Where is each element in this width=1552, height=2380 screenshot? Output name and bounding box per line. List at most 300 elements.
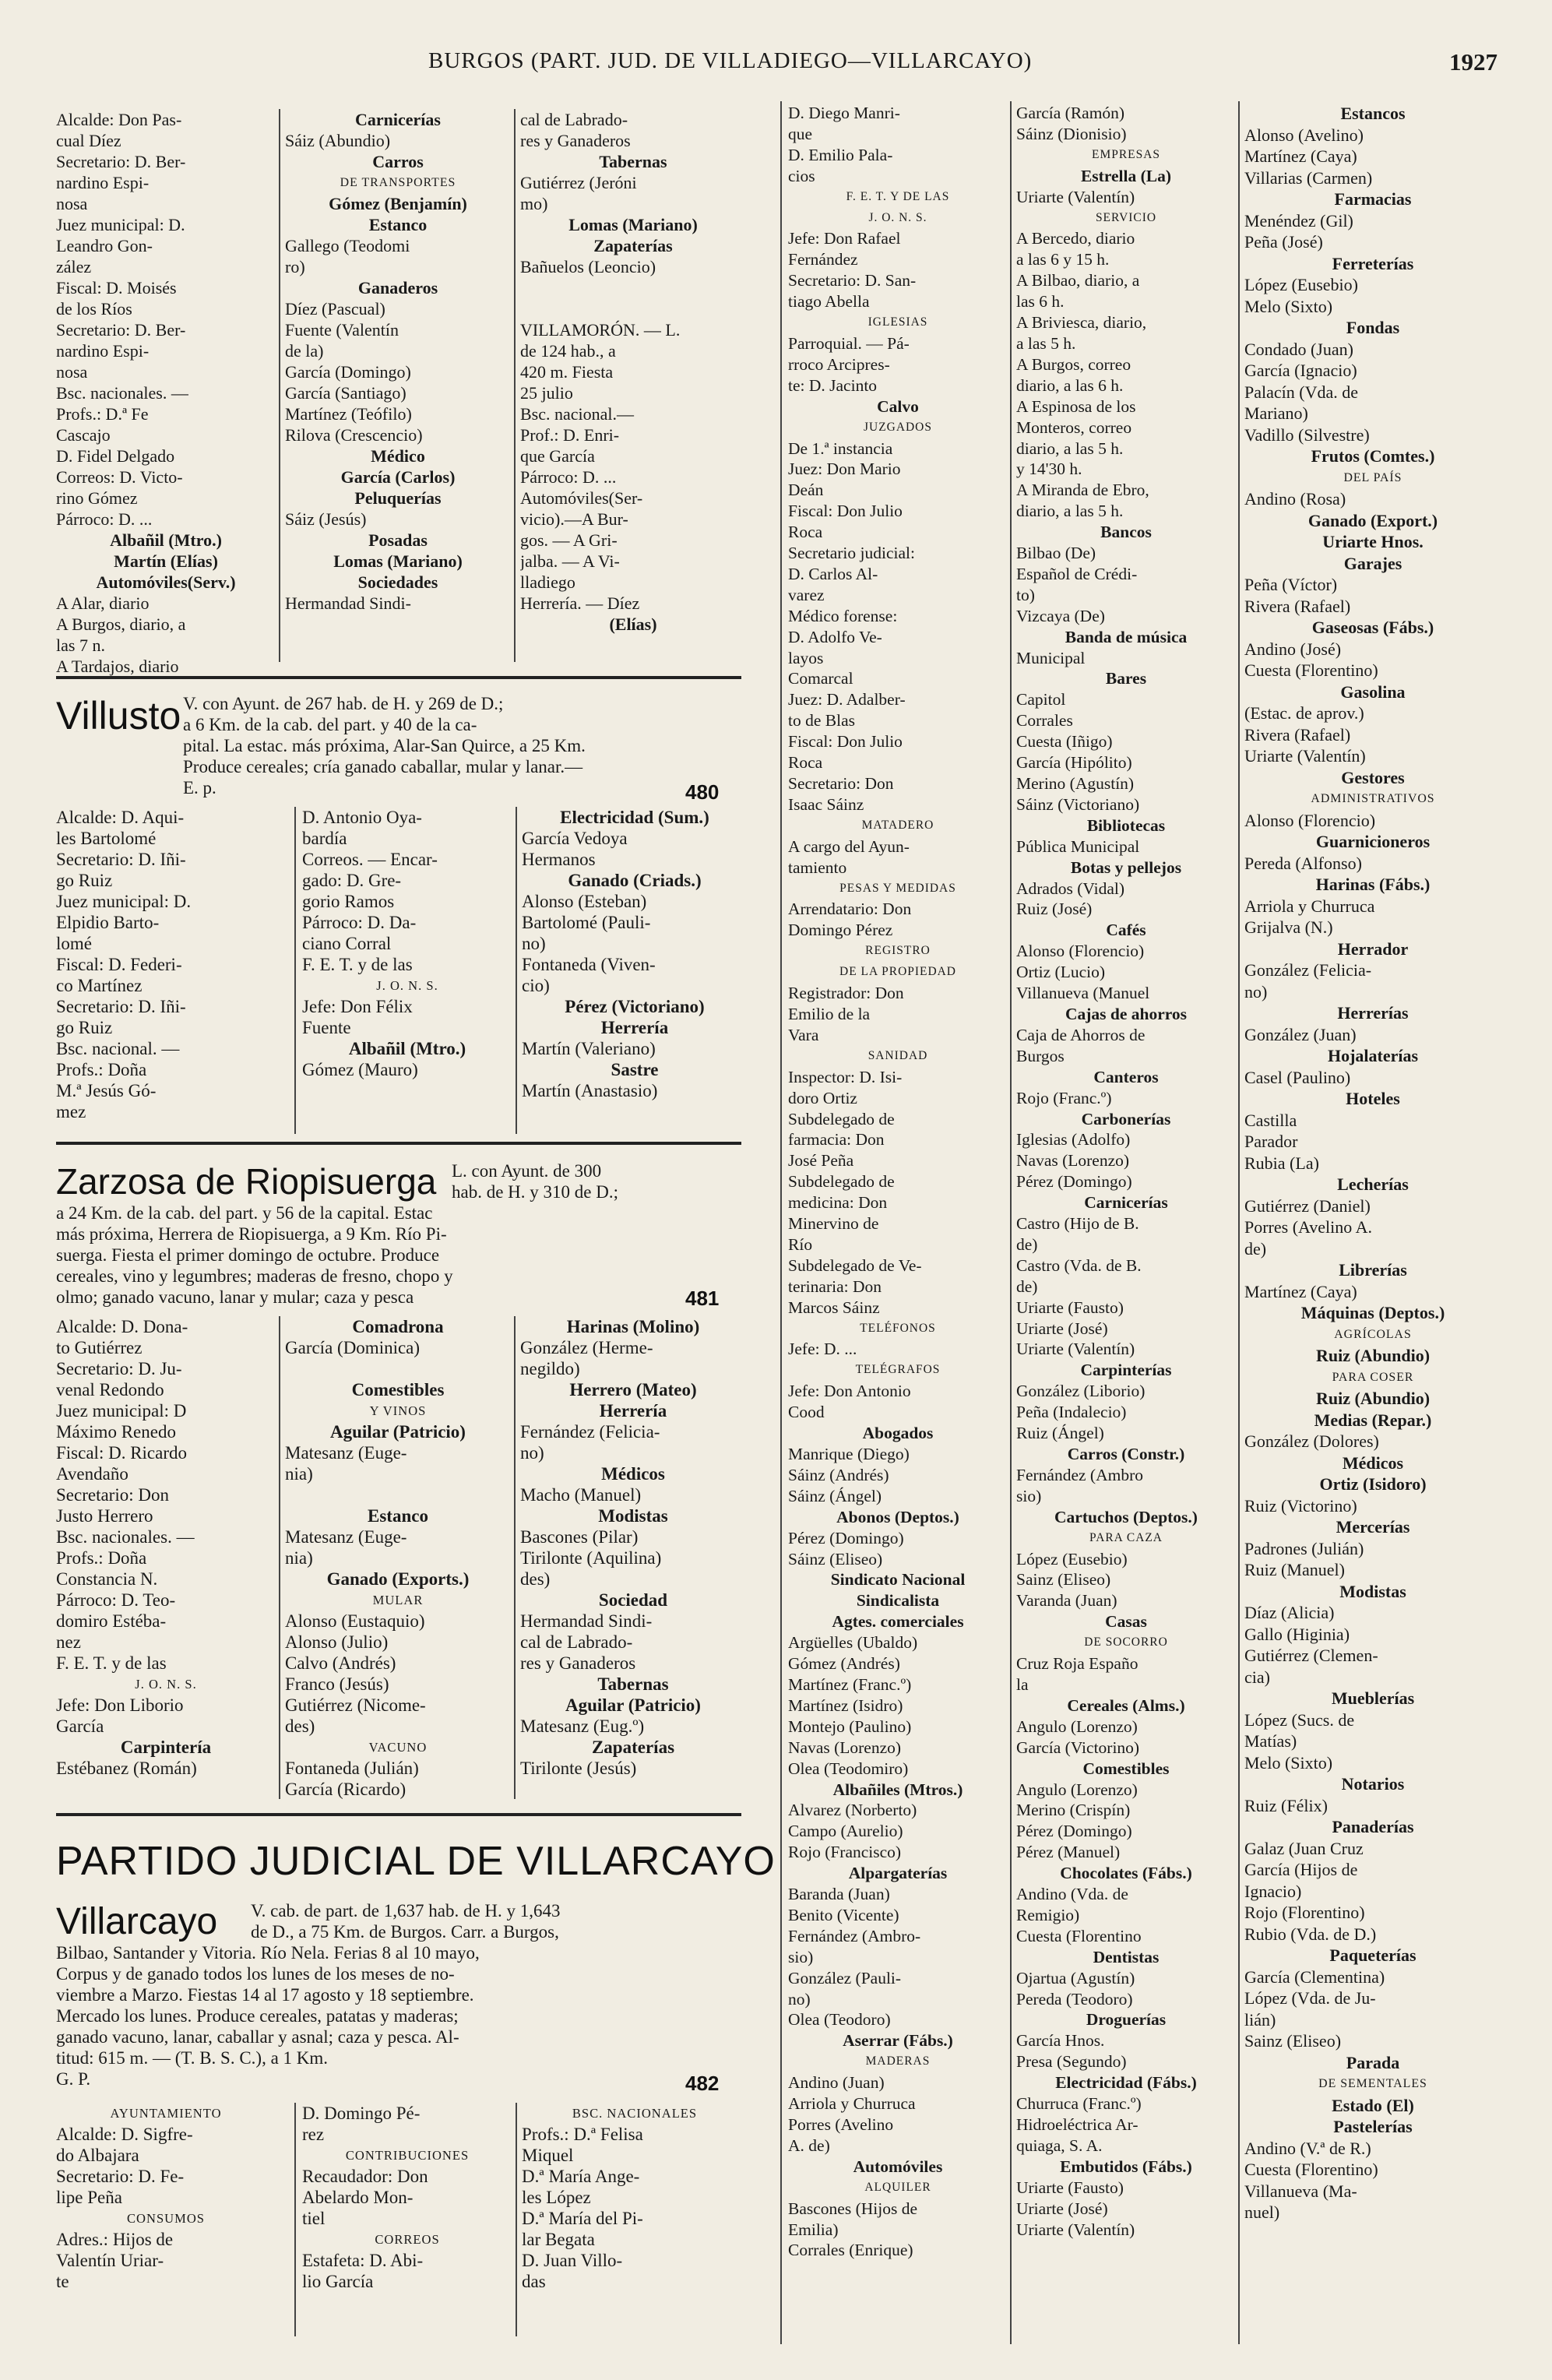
text-line: Matías) — [1244, 1731, 1297, 1751]
text-line: Albañil (Mtro.) — [110, 530, 222, 550]
text-line: terinaria: Don — [788, 1276, 882, 1296]
text-line: Frutos (Comtes.) — [1311, 446, 1435, 466]
column-divider — [1238, 101, 1240, 2344]
text-line: Rojo (Florentino) — [1244, 1903, 1365, 1922]
text-line: García (Ignacio) — [1244, 361, 1357, 380]
text-line: rino Gómez — [56, 488, 138, 508]
text-line: layos — [788, 648, 824, 667]
text-line: Bibliotecas — [1086, 815, 1166, 835]
text-line: Bsc. nacional. — — [56, 1039, 180, 1058]
text-line: González (Liborio) — [1016, 1382, 1146, 1401]
text-line: Gómez (Mauro) — [302, 1060, 418, 1079]
intro-line: cereales, vino y legumbres; maderas de fresno, chopo y — [56, 1266, 453, 1286]
text-line: Sáinz (Andrés) — [788, 1465, 889, 1484]
intro-line: V. cab. de part. de 1,637 hab. de H. y 1,643 — [251, 1901, 561, 1921]
column-divider — [514, 109, 516, 662]
text-line: Uriarte (Fausto) — [1016, 2178, 1124, 2197]
text-line: Fontaneda (Julián) — [285, 1759, 419, 1778]
text-line: Juez municipal: D. — [56, 215, 185, 234]
text-line: lladiego — [520, 572, 575, 592]
running-head: BURGOS (PART. JUD. DE VILLADIEGO—VILLARCAYO) — [428, 48, 1033, 73]
text-line: García (Hipólito) — [1016, 753, 1132, 773]
text-line: Gómez (Andrés) — [788, 1654, 900, 1674]
text-line: Cajas de ahorros — [1065, 1004, 1188, 1023]
text-line: Uriarte (Valentín) — [1016, 1340, 1135, 1359]
text-line: Automóviles — [853, 2156, 943, 2176]
text-line: Olea (Teodoro) — [788, 2010, 891, 2030]
section-rule — [56, 676, 741, 679]
text-line: Navas (Lorenzo) — [788, 1737, 902, 1757]
text-line: Monteros, correo — [1016, 417, 1132, 437]
text-line: y 14'30 h. — [1016, 459, 1082, 479]
text-line: CONTRIBUCIONES — [345, 2148, 470, 2163]
text-line: Pérez (Domingo) — [1016, 1172, 1132, 1192]
text-line: sio) — [1016, 1486, 1042, 1505]
text-line: Mueblerías — [1331, 1688, 1415, 1708]
text-line: no) — [1244, 981, 1268, 1002]
text-line: Alonso (Florencio) — [1016, 942, 1145, 961]
text-line: ciano Corral — [302, 934, 392, 953]
text-line: Ignacio) — [1244, 1881, 1302, 1901]
text-line: JUZGADOS — [864, 420, 932, 434]
text-line: Andino (Vda. de — [1016, 1885, 1128, 1904]
text-line: Cartuchos (Deptos.) — [1054, 1507, 1198, 1526]
text-line: Guarnicioneros — [1315, 832, 1431, 851]
text-line: Casel (Paulino) — [1244, 1067, 1351, 1087]
text-line: Matesanz (Eug.º) — [520, 1716, 645, 1736]
text-line: Uriarte Hnos. — [1322, 532, 1424, 551]
text-line: E. p. — [183, 778, 216, 797]
text-line: Palacín (Vda. de — [1244, 382, 1358, 402]
text-line: Menéndez (Gil) — [1244, 210, 1353, 231]
text-line: Correos: D. Victo- — [56, 467, 183, 487]
text-line: 420 m. Fiesta — [520, 362, 614, 382]
text-line: Emilia) — [788, 2220, 839, 2239]
text-line: Sastre — [611, 1060, 659, 1079]
text-line: Secretario: Don — [56, 1485, 169, 1505]
text-line: Gasolina — [1340, 681, 1406, 702]
text-line: les Bartolomé — [56, 829, 157, 848]
text-line: Canteros — [1093, 1067, 1159, 1086]
text-line: nardino Espi- — [56, 173, 150, 192]
text-line: García Hnos. — [1016, 2031, 1105, 2051]
text-line: Albañil (Mtro.) — [348, 1039, 466, 1058]
text-line: les López — [522, 2188, 591, 2207]
text-line: Bañuelos (Leoncio) — [520, 257, 656, 276]
text-line: Pastelerías — [1333, 2117, 1413, 2136]
text-line: A. de) — [788, 2135, 830, 2155]
text-line: MATADERO — [861, 818, 934, 832]
text-line: de la) — [285, 341, 324, 361]
villarcayo-directory-col-1 — [788, 103, 1008, 2261]
text-line: res y Ganaderos — [520, 131, 631, 150]
text-line: Español de Crédi- — [1016, 564, 1138, 583]
text-line: Castilla — [1244, 1110, 1297, 1130]
text-line: rez — [302, 2125, 325, 2144]
text-line: Juez: Don Mario — [788, 459, 901, 479]
text-line: Adres.: Hijos de — [56, 2230, 174, 2249]
text-line: Alcalde: D. Sigfre- — [56, 2125, 193, 2144]
text-line: Carros (Constr.) — [1067, 1445, 1185, 1463]
text-line: tamiento — [788, 857, 847, 877]
text-line: IGLESIAS — [868, 315, 928, 329]
text-line: zález — [56, 257, 92, 276]
text-line: López (Eusebio) — [1016, 1549, 1128, 1568]
text-line: Medias (Repar.) — [1314, 1410, 1432, 1430]
text-line: Grijalva (N.) — [1244, 917, 1333, 937]
text-line: DE SEMENTALES — [1318, 2077, 1427, 2090]
text-line: Martínez (Isidro) — [788, 1695, 903, 1715]
text-line: Lecherías — [1337, 1174, 1409, 1194]
text-line: Profs.: Doña — [56, 1060, 147, 1079]
text-line: González (Felicia- — [1244, 960, 1372, 980]
text-line: Cuesta (Iñigo) — [1016, 732, 1113, 752]
text-line: de los Ríos — [56, 299, 132, 319]
text-line: Fuente — [302, 1018, 351, 1037]
text-line: de 124 hab., a — [520, 341, 616, 361]
text-line: Alonso (Esteban) — [522, 892, 647, 911]
villarcayo-title: Villarcayo — [56, 1901, 218, 1942]
text-line: López (Sucs. de — [1244, 1709, 1355, 1730]
intro-line: Mercado los lunes. Produce cereales, patatas y maderas; — [56, 2006, 459, 2026]
text-line: Médicos — [601, 1464, 665, 1484]
text-line: Corrales (Enrique) — [788, 2241, 913, 2260]
text-line: A Briviesca, diario, — [1016, 313, 1147, 333]
text-line: Herrador — [1337, 938, 1409, 959]
text-line: Recaudador: Don — [302, 2167, 428, 2186]
text-line: Estado (El) — [1332, 2095, 1414, 2115]
text-line: Olea (Teodomiro) — [788, 1759, 909, 1778]
villusto-col-2 — [302, 807, 512, 1080]
text-line: Remigio) — [1016, 1905, 1080, 1924]
text-line: to Gutiérrez — [56, 1338, 143, 1357]
text-line: Presa (Segundo) — [1016, 2052, 1127, 2072]
text-line: Caja de Ahorros de — [1016, 1025, 1146, 1044]
text-line: Alcalde: D. Dona- — [56, 1317, 188, 1336]
text-line: medicina: Don — [788, 1193, 888, 1213]
text-line: A Alar, diario — [56, 593, 150, 613]
text-line: D.ª María Ange- — [522, 2167, 640, 2186]
intro-line: titud: 615 m. — (T. B. S. C.), a 1 Km. — [56, 2048, 329, 2068]
text-line: Martínez (Caya) — [1244, 1281, 1357, 1301]
text-line: A Bilbao, diario, a — [1016, 271, 1140, 290]
text-line: to de Blas — [788, 711, 855, 731]
text-line: D.ª María del Pi- — [522, 2209, 643, 2228]
text-line: Párroco: D. Da- — [302, 913, 417, 932]
text-line: Máximo Renedo — [56, 1422, 176, 1442]
text-line: nia) — [285, 1548, 313, 1568]
text-line: Valentín Uriar- — [56, 2251, 164, 2270]
text-line: Estanco — [368, 1506, 428, 1526]
column-divider — [279, 1316, 280, 1799]
zarzosa-title: Zarzosa de Riopisuerga — [56, 1161, 437, 1202]
text-line: Secretario: D. Ju- — [56, 1359, 182, 1378]
villusto-col-1 — [56, 807, 276, 1122]
text-line: negildo) — [520, 1359, 580, 1378]
text-line — [285, 1358, 511, 1379]
text-line: Lomas (Mariano) — [333, 551, 463, 571]
text-line: sio) — [788, 1947, 814, 1966]
text-line: Merino (Agustín) — [1016, 774, 1135, 793]
text-line: García (Carlos) — [340, 467, 456, 487]
text-line: Matesanz (Euge- — [285, 1443, 407, 1463]
text-line: de) — [1016, 1234, 1038, 1254]
text-line: Andino (Rosa) — [1244, 489, 1346, 509]
text-line: De 1.ª instancia — [788, 438, 893, 458]
text-line: te — [56, 2272, 69, 2291]
text-line: Zapaterías — [591, 1737, 675, 1757]
text-line: Uriarte (José) — [1016, 1319, 1108, 1338]
text-line: Jefe: Don Liborio — [56, 1695, 184, 1715]
text-line: Gallego (Teodomi — [285, 236, 410, 255]
text-line: Fernández (Ambro — [1016, 1465, 1143, 1484]
text-line: SERVICIO — [1095, 210, 1157, 224]
text-line: Emilio de la — [788, 1004, 871, 1023]
text-line: Carpinterías — [1080, 1361, 1172, 1380]
text-line: Ganaderos — [357, 278, 438, 298]
text-line: Ruiz (Abundio) — [1315, 1389, 1431, 1408]
text-line: Uriarte (José) — [1016, 2199, 1108, 2218]
text-line: Droguerías — [1086, 2010, 1167, 2030]
text-line: Secretario: D. Iñi- — [56, 997, 186, 1016]
text-line: de) — [1244, 1238, 1267, 1259]
intro-line: olmo; ganado vacuno, lanar y mular; caza y pesca — [56, 1287, 414, 1307]
text-line: Martínez (Franc.º) — [788, 1674, 912, 1694]
text-line: Fernández (Felicia- — [520, 1422, 660, 1442]
text-line: Embutidos (Fábs.) — [1060, 2156, 1192, 2176]
text-line: Médicos — [1342, 1452, 1404, 1473]
text-line: García — [56, 1716, 104, 1736]
text-line: TELÉGRAFOS — [855, 1363, 941, 1377]
text-line: Churruca (Franc.º) — [1016, 2094, 1142, 2114]
text-line: Subdelegado de — [788, 1172, 895, 1192]
text-line: Castro (Vda. de B. — [1016, 1255, 1142, 1275]
text-line: Campo (Aurelio) — [788, 1822, 903, 1841]
text-line: Panaderías — [1332, 1817, 1414, 1836]
text-line: Estrella (La) — [1080, 166, 1172, 185]
text-line: no) — [520, 1443, 544, 1463]
text-line: Peluquerías — [354, 488, 442, 508]
text-line: Fiscal: Don Julio — [788, 732, 903, 752]
text-line: Andino (V.ª de R.) — [1244, 2138, 1371, 2158]
text-line: Martín (Anastasio) — [522, 1081, 658, 1100]
text-line: Juez municipal: D. — [56, 892, 192, 911]
text-line: Bilbao (De) — [1016, 544, 1096, 563]
text-line: nez — [56, 1632, 81, 1652]
text-line: Electricidad (Sum.) — [560, 808, 709, 827]
text-line: Herrería — [600, 1018, 669, 1037]
text-line: Alpargaterías — [848, 1864, 948, 1883]
text-line: VILLAMORÓN. — L. — [520, 320, 681, 340]
text-line: Cereales (Alms.) — [1067, 1695, 1185, 1715]
villarcayo-directory-col-3 — [1244, 103, 1501, 2223]
text-line: bardía — [302, 829, 347, 848]
text-line: Aguilar (Patricio) — [330, 1422, 466, 1442]
text-line: Ojartua (Agustín) — [1016, 1968, 1135, 1987]
text-line: (Estac. de aprov.) — [1244, 703, 1364, 723]
text-line: do Albajara — [56, 2146, 139, 2165]
text-line: Fiscal: D. Ricardo — [56, 1443, 187, 1463]
text-line: A Bercedo, diario — [1016, 229, 1135, 248]
text-line: García (Santiago) — [285, 383, 406, 403]
text-line: domiro Estéba- — [56, 1611, 167, 1631]
text-line: Posadas — [368, 530, 428, 550]
text-line: Leandro Gon- — [56, 236, 153, 255]
text-line: Notarios — [1341, 1774, 1405, 1794]
text-line: Cuesta (Florentino — [1016, 1926, 1142, 1945]
text-line: Hojalaterías — [1327, 1046, 1419, 1065]
text-line: ro) — [285, 257, 305, 276]
text-line: Baranda (Juan) — [788, 1885, 890, 1904]
text-line: venal Redondo — [56, 1380, 164, 1399]
text-line: Argüelles (Ubaldo) — [788, 1633, 918, 1653]
text-line: das — [522, 2272, 546, 2291]
text-line: ALQUILER — [864, 2180, 931, 2194]
intro-line: Corpus y de ganado todos los lunes de los meses de no- — [56, 1964, 455, 1984]
text-line: Macho (Manuel) — [520, 1485, 642, 1505]
text-line: F. E. T. Y DE LAS — [846, 189, 950, 203]
column-divider — [294, 2103, 296, 2336]
text-line: Arriola y Churruca — [788, 2094, 916, 2114]
text-line: Paqueterías — [1329, 1945, 1417, 1965]
text-line: de) — [1016, 1276, 1038, 1296]
text-line: Corrales — [1016, 711, 1073, 731]
section-rule — [56, 1813, 741, 1816]
text-line: Mercerías — [1336, 1517, 1410, 1537]
text-line: PESAS Y MEDIDAS — [839, 881, 956, 895]
text-line: Uriarte (Valentín) — [1244, 746, 1366, 766]
text-line: Angulo (Lorenzo) — [1016, 1780, 1138, 1799]
text-line: Isaac Sáinz — [788, 794, 864, 814]
text-line: Sáinz (Dionisio) — [1016, 124, 1127, 143]
text-line: Secretario judicial: — [788, 544, 915, 563]
intro-line: viembre a Marzo. Fiestas 14 al 17 agosto y 18 septiembre. — [56, 1985, 474, 2005]
text-line: Hermandad Sindi- — [520, 1611, 653, 1631]
text-line: D. Diego Manri- — [788, 104, 900, 122]
zarzosa-col-2 — [285, 1316, 511, 1800]
text-line: Parada — [1346, 2052, 1400, 2072]
villarcayo-directory-col-2 — [1016, 103, 1236, 2240]
text-line: Abelardo Mon- — [302, 2188, 414, 2207]
text-line: Villanueva (Ma- — [1244, 2181, 1357, 2201]
text-line: Rivera (Rafael) — [1244, 724, 1351, 745]
text-line: González (Herme- — [520, 1338, 653, 1357]
text-line: Gestores — [1341, 767, 1405, 787]
text-line: Inspector: D. Isi- — [788, 1067, 903, 1086]
text-line: Uriarte (Valentín) — [1016, 187, 1135, 206]
text-line: diario, a las 6 h. — [1016, 375, 1124, 395]
text-line: V. con Ayunt. de 267 hab. de H. y 269 de D.; — [183, 694, 504, 713]
text-line: Domingo Pérez — [788, 921, 893, 940]
text-line: doro Ortiz — [788, 1088, 857, 1107]
text-line: Profs.: D.ª Fe — [56, 404, 149, 424]
text-line: Máquinas (Deptos.) — [1300, 1303, 1445, 1322]
text-line: Secretario: Don — [788, 774, 894, 793]
text-line: co Martínez — [56, 976, 143, 995]
text-line: Peña (José) — [1244, 232, 1323, 252]
text-line: Médico — [371, 446, 425, 466]
text-line: Galaz (Juan Cruz — [1244, 1838, 1364, 1858]
text-line: Aguilar (Patricio) — [565, 1695, 701, 1715]
text-line: Villarias (Carmen) — [1244, 167, 1373, 188]
text-line: Marcos Sáinz — [788, 1297, 880, 1317]
intro-line: de D., a 75 Km. de Burgos. Carr. a Burgos, — [251, 1922, 559, 1942]
text-line: Condado (Juan) — [1244, 339, 1353, 359]
text-line: no) — [522, 934, 546, 953]
text-line: Cascajo — [56, 425, 111, 445]
text-line: Gallo (Higinia) — [1244, 1624, 1350, 1644]
text-line: que — [788, 124, 813, 143]
text-line: Martínez (Caya) — [1244, 146, 1357, 166]
text-line: Fernández (Ambro- — [788, 1926, 921, 1945]
text-line: Pereda (Alfonso) — [1244, 853, 1362, 873]
text-line: VACUNO — [368, 1740, 428, 1755]
text-line: Registrador: Don — [788, 984, 904, 1003]
text-line: Secretario: D. Ber- — [56, 152, 186, 171]
zarzosa-col-1 — [56, 1316, 276, 1779]
text-line: Zapaterías — [593, 236, 673, 255]
text-line: AYUNTAMIENTO — [110, 2106, 222, 2121]
text-line: Botas y pellejos — [1070, 857, 1182, 877]
text-line: Uriarte (Fausto) — [1016, 1297, 1124, 1317]
text-line: Alonso (Julio) — [285, 1632, 389, 1652]
text-line: las 6 h. — [1016, 292, 1065, 312]
text-line: A cargo del Ayun- — [788, 836, 910, 856]
text-line: Jefe: Don Félix — [302, 997, 413, 1016]
text-line: García (Victorino) — [1016, 1737, 1140, 1757]
text-line — [285, 1484, 511, 1505]
text-line: Minervino de — [788, 1214, 879, 1234]
text-line: Fondas — [1346, 318, 1400, 337]
text-line: a 6 Km. de la cab. del part. y 40 de la ca- — [183, 715, 477, 734]
text-line: pital. La estac. más próxima, Alar-San Quirce, a 25 Km. — [183, 736, 586, 755]
text-line: Alonso (Avelino) — [1244, 125, 1364, 145]
text-line: Electricidad (Fábs.) — [1055, 2073, 1197, 2093]
text-line: Prof.: D. Enri- — [520, 425, 620, 445]
text-line: Capitol — [1016, 690, 1066, 709]
text-line: des) — [285, 1716, 315, 1736]
text-line: Sáinz (Ángel) — [788, 1486, 882, 1505]
text-line: nosa — [56, 362, 88, 382]
text-line: Farmacias — [1334, 189, 1412, 209]
text-line: D. Carlos Al- — [788, 564, 878, 583]
column-divider — [294, 807, 296, 1134]
text-line: Ganado (Criads.) — [568, 871, 702, 890]
text-line: Tirilonte (Jesús) — [520, 1759, 637, 1778]
partido-judicial-heading: PARTIDO JUDICIAL DE VILLARCAYO — [56, 1839, 776, 1884]
text-line: Municipal — [1016, 648, 1086, 667]
text-line: López (Eusebio) — [1244, 275, 1358, 294]
text-line: González (Dolores) — [1244, 1431, 1379, 1451]
text-line: Alonso (Eustaquio) — [285, 1611, 425, 1631]
text-line: diario, a las 5 h. — [1016, 502, 1124, 521]
text-line: Ruiz (Ángel) — [1016, 1424, 1104, 1443]
text-line: cal de Labrado- — [520, 110, 628, 129]
text-line: A Tardajos, diario — [56, 657, 179, 676]
text-line: Librerías — [1339, 1260, 1407, 1280]
text-line: Gaseosas (Fábs.) — [1311, 618, 1434, 637]
text-line: lio García — [302, 2272, 374, 2291]
text-line: DE TRANSPORTES — [340, 176, 456, 189]
text-line: Sainz (Eliseo) — [1244, 2031, 1342, 2051]
text-line: Roca — [788, 753, 823, 773]
text-line: Bartolomé (Pauli- — [522, 913, 651, 932]
text-line: Miquel — [522, 2146, 574, 2165]
text-line: Jefe: D. ... — [788, 1340, 857, 1359]
text-line: te: D. Jacinto — [788, 375, 878, 395]
text-line: Gutiérrez (Clemen- — [1244, 1646, 1378, 1665]
text-line: rroco Arcipres- — [788, 354, 890, 374]
